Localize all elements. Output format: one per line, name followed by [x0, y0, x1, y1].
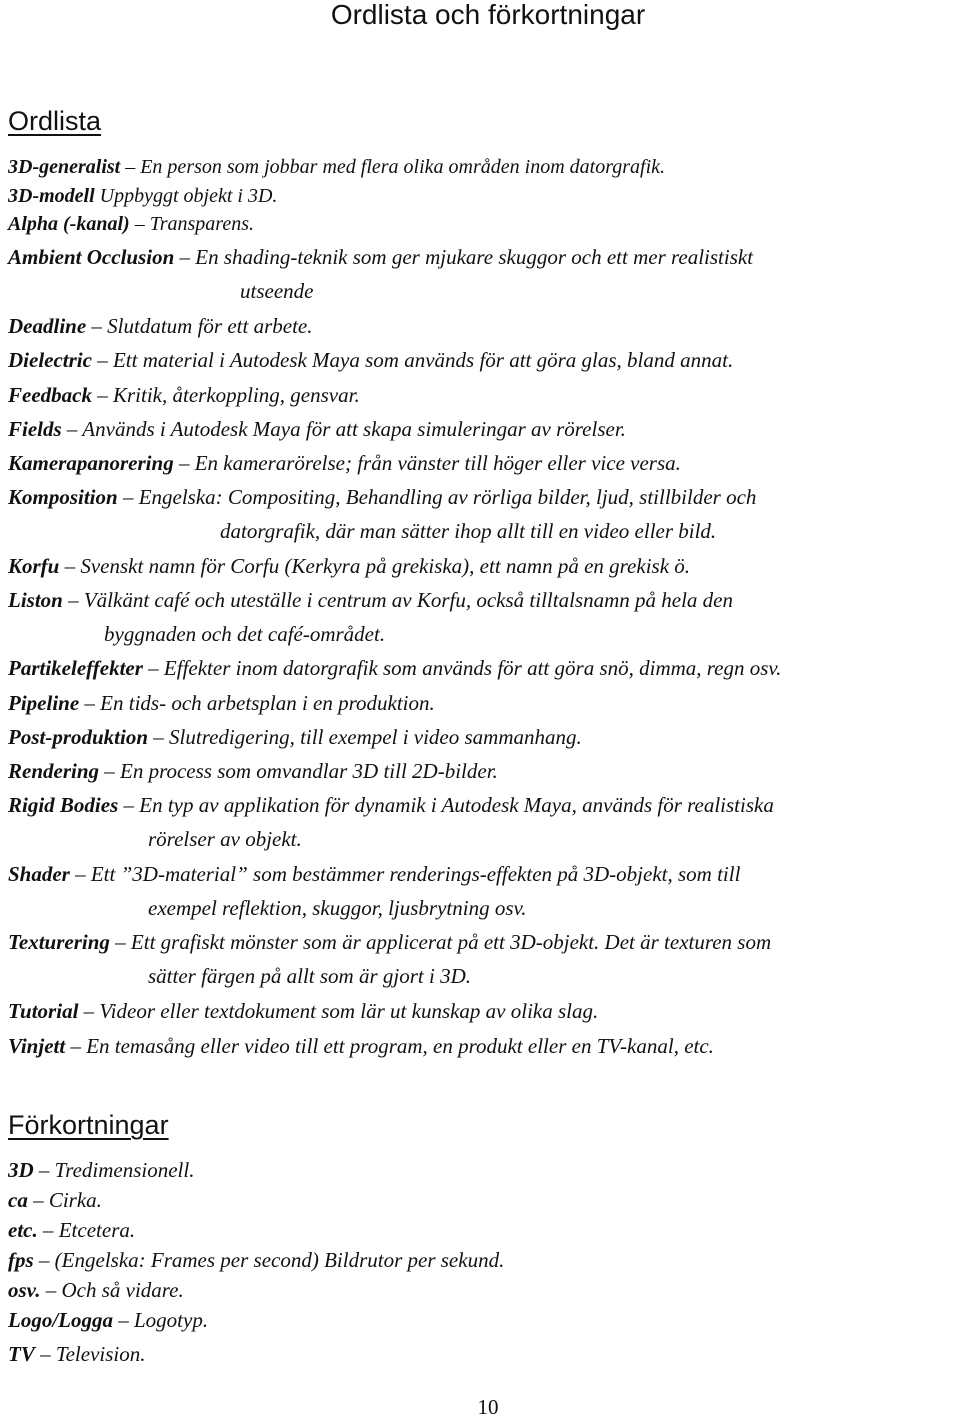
- glossary-definition: Ett ”3D-material” som bestämmer renderings-effekten på 3D-objekt, som till: [90, 862, 741, 886]
- glossary-entry: [8, 209, 960, 239]
- glossary-entry: [8, 994, 960, 1028]
- abbreviation-term: etc.: [8, 1218, 38, 1242]
- page-number: 10: [477, 1395, 499, 1419]
- glossary-definition: En tids- och arbetsplan i en produktion.: [100, 691, 435, 715]
- glossary-definition: Uppbyggt objekt i 3D.: [99, 185, 278, 207]
- glossary-separator: –: [148, 656, 159, 680]
- glossary-entry: [8, 1029, 960, 1063]
- abbreviation-separator: –: [33, 1188, 44, 1212]
- glossary-term: Dielectric: [8, 348, 92, 372]
- glossary-entry: [8, 549, 960, 583]
- glossary-definition: En typ av applikation för dynamik i Autodesk Maya, används för realistiska: [139, 793, 774, 817]
- abbreviation-entry: [8, 1245, 504, 1275]
- glossary-separator: –: [64, 554, 76, 578]
- glossary-entry: [8, 309, 960, 343]
- glossary-definition: En temasång eller video till ett program, en produkt eller en TV-kanal, etc.: [86, 1034, 714, 1058]
- abbreviation-entry: [8, 1275, 184, 1305]
- glossary-heading: Ordlista: [8, 106, 102, 136]
- glossary-separator: –: [123, 793, 135, 817]
- glossary-continuation: datorgrafik, där man sätter ihop allt till en video eller bild.: [220, 519, 717, 543]
- abbreviation-entry: [8, 1185, 102, 1215]
- glossary-definition: Ett material i Autodesk Maya som används för att göra glas, bland annat.: [112, 348, 734, 372]
- glossary-continuation: utseende: [240, 279, 314, 303]
- glossary-definition: Effekter inom datorgrafik som används för att göra snö, dimma, regn osv.: [163, 656, 782, 680]
- glossary-separator: –: [97, 348, 108, 372]
- glossary-entry: [8, 152, 960, 182]
- glossary-term: Texturering: [8, 930, 110, 954]
- glossary-continuation: sätter färgen på allt som är gjort i 3D.: [148, 964, 471, 988]
- glossary-definition: Transparens.: [149, 213, 254, 235]
- abbreviation-entry: [8, 1305, 208, 1335]
- glossary-definition: En process som omvandlar 3D till 2D-bilder.: [120, 759, 498, 783]
- abbreviation-separator: –: [38, 1158, 50, 1182]
- glossary-entry: [8, 480, 960, 548]
- abbreviation-definition: Cirka.: [48, 1188, 102, 1212]
- glossary-definition: Videor eller textdokument som lär ut kunskap av olika slag.: [99, 999, 599, 1023]
- glossary-term: Vinjett: [8, 1034, 66, 1058]
- glossary-separator: –: [70, 1034, 81, 1058]
- abbreviation-separator: –: [42, 1218, 54, 1242]
- glossary-separator: –: [68, 588, 79, 612]
- glossary-term: 3D-generalist: [8, 156, 121, 178]
- glossary-definition: Engelska: Compositing, Behandling av rörliga bilder, ljud, stillbilder och: [138, 485, 757, 509]
- page-title: Ordlista och förkortningar: [330, 0, 646, 30]
- glossary-separator: –: [84, 691, 95, 715]
- glossary-definition: Slutdatum för ett arbete.: [107, 314, 313, 338]
- glossary-entry: [8, 925, 960, 993]
- glossary-entry: [8, 686, 960, 720]
- glossary-separator: –: [178, 451, 190, 475]
- abbreviation-separator: –: [118, 1308, 129, 1332]
- glossary-term: Ambient Occlusion: [8, 245, 175, 269]
- glossary-entry: [8, 181, 960, 211]
- glossary-term: Shader: [8, 862, 70, 886]
- glossary-separator: –: [115, 930, 126, 954]
- glossary-continuation: rörelser av objekt.: [148, 827, 302, 851]
- glossary-separator: –: [66, 417, 78, 441]
- glossary-separator: –: [179, 245, 191, 269]
- abbreviation-entry: [8, 1339, 145, 1369]
- glossary-separator: –: [153, 725, 164, 749]
- glossary-entry: [8, 788, 960, 856]
- abbreviation-definition: Television.: [55, 1342, 146, 1366]
- abbreviation-separator: –: [45, 1278, 57, 1302]
- glossary-separator: –: [104, 759, 115, 783]
- glossary-entry: [8, 857, 960, 925]
- abbreviation-term: ca: [8, 1188, 28, 1212]
- glossary-term: Tutorial: [8, 999, 79, 1023]
- glossary-separator: –: [122, 485, 134, 509]
- glossary-definition: Slutredigering, till exempel i video sammanhang.: [169, 725, 582, 749]
- glossary-entry: [8, 720, 960, 754]
- abbreviation-term: fps: [8, 1248, 34, 1272]
- glossary-term: Rigid Bodies: [8, 793, 119, 817]
- glossary-continuation: exempel reflektion, skuggor, ljusbrytning osv.: [148, 896, 527, 920]
- glossary-term: Rendering: [8, 759, 100, 783]
- glossary-separator: –: [125, 156, 136, 178]
- glossary-definition: En kamerarörelse; från vänster till höger eller vice versa.: [194, 451, 681, 475]
- abbreviation-definition: Logotyp.: [134, 1308, 209, 1332]
- glossary-separator: –: [83, 999, 95, 1023]
- abbreviation-term: osv.: [8, 1278, 41, 1302]
- abbreviation-definition: (Engelska: Frames per second) Bildrutor per sekund.: [54, 1248, 505, 1272]
- glossary-definition: En shading-teknik som ger mjukare skuggor och ett mer realistiskt: [195, 245, 754, 269]
- abbreviation-definition: Tredimensionell.: [54, 1158, 195, 1182]
- glossary-term: Pipeline: [8, 691, 80, 715]
- glossary-term: Post-produktion: [8, 725, 149, 749]
- glossary-entry: [8, 343, 960, 377]
- glossary-separator: –: [75, 862, 86, 886]
- glossary-entry: [8, 412, 960, 446]
- glossary-term: Alpha (-kanal): [8, 213, 130, 235]
- abbreviation-entry: [8, 1155, 194, 1185]
- glossary-definition: Kritik, återkoppling, gensvar.: [112, 383, 360, 407]
- glossary-definition: Ett grafiskt mönster som är applicerat på ett 3D-objekt. Det är texturen som: [130, 930, 772, 954]
- glossary-term: Korfu: [8, 554, 60, 578]
- glossary-entry: [8, 583, 960, 651]
- glossary-entry: [8, 240, 960, 308]
- abbreviation-definition: Och så vidare.: [61, 1278, 184, 1302]
- abbreviation-term: 3D: [8, 1158, 34, 1182]
- abbreviation-term: Logo/Logga: [8, 1308, 113, 1332]
- glossary-separator: –: [97, 383, 108, 407]
- glossary-term: Fields: [8, 417, 62, 441]
- glossary-term: Kamerapanorering: [8, 451, 174, 475]
- glossary-definition: Svenskt namn för Corfu (Kerkyra på grekiska), ett namn på en grekisk ö.: [80, 554, 691, 578]
- glossary-term: Komposition: [8, 485, 118, 509]
- glossary-term: Liston: [8, 588, 63, 612]
- abbreviation-separator: –: [40, 1342, 51, 1366]
- glossary-separator: –: [91, 314, 102, 338]
- glossary-continuation: byggnaden och det café-området.: [104, 622, 386, 646]
- glossary-entry: [8, 446, 960, 480]
- glossary-term: Feedback: [8, 383, 92, 407]
- glossary-term: Deadline: [8, 314, 87, 338]
- abbreviation-separator: –: [38, 1248, 50, 1272]
- glossary-definition: Välkänt café och uteställe i centrum av Korfu, också tilltalsnamn på hela den: [83, 588, 733, 612]
- glossary-definition: En person som jobbar med flera olika områden inom datorgrafik.: [140, 156, 666, 178]
- abbreviations-heading: Förkortningar: [8, 1110, 169, 1140]
- abbreviation-term: TV: [8, 1342, 35, 1366]
- glossary-separator: –: [134, 213, 145, 235]
- glossary-entry: [8, 754, 960, 788]
- glossary-definition: Används i Autodesk Maya för att skapa simuleringar av rörelser.: [82, 417, 626, 441]
- abbreviation-definition: Etcetera.: [58, 1218, 136, 1242]
- glossary-term: Partikeleffekter: [8, 656, 143, 680]
- glossary-entry: [8, 651, 960, 685]
- abbreviation-entry: [8, 1215, 135, 1245]
- glossary-entry: [8, 378, 960, 412]
- glossary-term: 3D-modell: [8, 185, 95, 207]
